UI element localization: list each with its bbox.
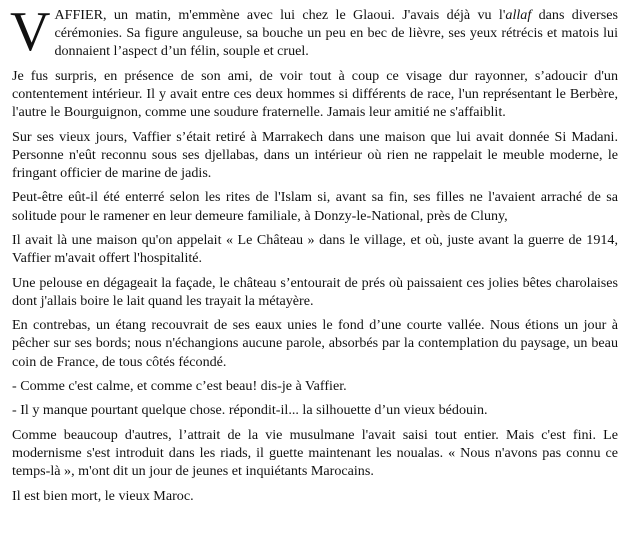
paragraph-3: Sur ses vieux jours, Vaffier s’était retiré à Marrakech dans une maison que lui avait donnée Si Madani. Personne n'eût reconnu sous ses djellabas, dans un intérieur où rien ne rappelait le meuble moderne, le fringant officier de marine de jadis. xyxy=(12,128,618,181)
closing-line: Il est bien mort, le vieux Maroc. xyxy=(12,487,194,504)
paragraph-6: Une pelouse en dégageait la façade, le château s’entourait de prés où paissaient ces jolies bêtes charolaises dont j'allais boire le lait quand les trayait la métayère. xyxy=(12,274,618,309)
dialogue-line-1: - Comme c'est calme, et comme c’est beau! dis-je à Vaffier. xyxy=(12,377,347,394)
document-page xyxy=(10,1,618,511)
paragraph-2: Je fus surpris, en présence de son ami, de voir tout à coup ce visage dur rayonner, s’adoucir d'un contentement intérieur. Il y avait entre ces deux hommes si différents de race, l'un représentant le Berbère, l'autre le Bourguignon, comme une soudure fraternelle. Jamais leur amitié ne s'affaiblit. xyxy=(12,67,618,121)
paragraph-8: Comme beaucoup d'autres, l’attrait de la vie musulmane l'avait saisi tout entier. Mais c'est fini. Le modernisme s'est introduit dans les riads, il guette maintenant les noualas. « Nous n'avons pas connu ce temps-là », m'ont dit un jour de jeunes et inquiétants Marocains. xyxy=(12,426,618,480)
paragraph-1-italic-word: allaf xyxy=(505,7,532,23)
paragraph-1-rest: dans diverses cérémonies. Sa figure anguleuse, sa bouche un peu en bec de lièvre, ses yeux rétrécis et matois lui donnaient l’aspect d’un félin, souple et cruel. xyxy=(54,7,618,60)
paragraph-5: Il avait là une maison qu'on appelait « Le Château » dans le village, et où, juste avant la guerre de 1914, Vaffier m'avait offert l'hospitalité. xyxy=(12,231,618,267)
dialogue-line-2: - Il y manque pourtant quelque chose. répondit-il... la silhouette d’un vieux bédouin. xyxy=(12,402,488,419)
paragraph-1-lead: AFFIER, un matin, m'emmène avec lui chez le Glaoui. J'avais déjà vu l' xyxy=(54,7,506,23)
paragraph-4: Peut-être eût-il été enterré selon les rites de l'Islam si, avant sa fin, ses filles ne l'avaient arraché de sa solitude pour le ramener en leur demeure familiale, à Donzy-le-National, près de Cluny, xyxy=(12,189,618,224)
paragraph-1 xyxy=(10,1,618,63)
drop-cap: V xyxy=(10,1,51,63)
paragraph-7: En contrebas, un étang recouvrait de ses eaux unies le fond d’une courte vallée. Nous étions un jour à pêcher sur ses bords; nous n'échangions aucune parole, absorbés par la contemplation du paysage, un beau coin de France, de tous côtés fécondé. xyxy=(12,317,618,370)
